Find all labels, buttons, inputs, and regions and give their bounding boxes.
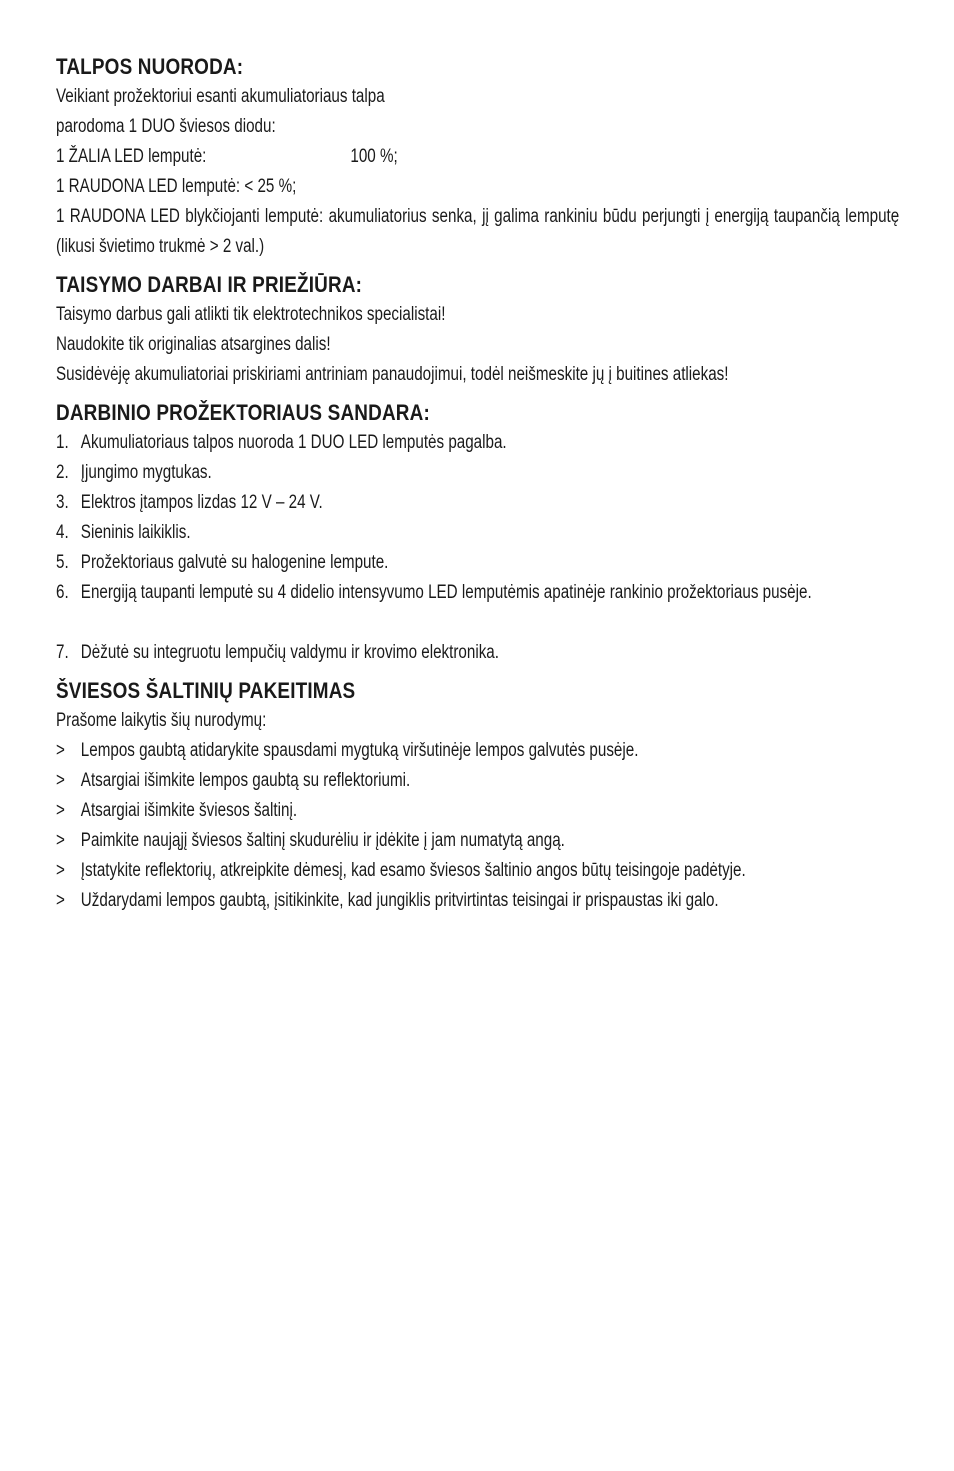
list-item — [56, 886, 899, 916]
step-text: Lempos gaubtą atidarykite spausdami mygtuką viršutinėje lempos galvutės pusėje. — [80, 740, 639, 761]
list-item-text: Prožektoriaus galvutė su halogenine lempute. — [80, 552, 389, 573]
blinking-red-led-paragraph: 1 RAUDONA LED blykčiojanti lemputė: akumuliatorius senka, jį galima rankiniu būdu perjungti į energiją taupančią lemputę (likusi švietimo trukmė > 2 val.) — [56, 206, 900, 257]
list-item-text: Elektros įtampos lizdas 12 V – 24 V. — [80, 492, 323, 513]
replacement-intro: Prašome laikytis šių nurodymų: — [56, 710, 267, 731]
structure-list — [56, 428, 899, 668]
list-number: 4. — [56, 522, 69, 543]
document-page — [56, 52, 899, 916]
structure-section — [56, 398, 899, 668]
step-text: Įstatykite reflektorių, atkreipkite dėmesį, kad esamo šviesos šaltinio angos būtų teisingoje padėtyje. — [80, 860, 746, 881]
list-item-text: Energiją taupanti lemputė su 4 didelio intensyvumo LED lemputėmis apatinėje rankinio prožektoriaus pusėje. — [80, 582, 812, 603]
list-item — [56, 548, 899, 578]
maintenance-heading: TAISYMO DARBAI IR PRIEŽIŪRA: — [56, 272, 363, 297]
maintenance-line: Susidėvėję akumuliatoriai priskiriami antriniam panaudojimui, todėl neišmeskite jų į buitines atliekas! — [56, 364, 729, 385]
list-item-text: Įjungimo mygtukas. — [80, 462, 212, 483]
list-item — [56, 796, 899, 826]
list-item-text: Sieninis laikiklis. — [80, 522, 191, 543]
battery-intro-line-1: Veikiant prožektoriui esanti akumuliatoriaus talpa — [56, 86, 385, 107]
replacement-section — [56, 676, 899, 916]
maintenance-line: Naudokite tik originalias atsargines dalis! — [56, 334, 331, 355]
list-item — [56, 638, 899, 668]
list-item — [56, 578, 899, 638]
blink-paragraph-wrap — [56, 202, 899, 262]
list-item — [56, 428, 899, 458]
battery-indicator-section — [56, 52, 899, 262]
green-led-line — [56, 142, 730, 172]
battery-indicator-heading: TALPOS NUORODA: — [56, 54, 244, 79]
structure-heading: DARBINIO PROŽEKTORIAUS SANDARA: — [56, 400, 430, 425]
list-number: 5. — [56, 552, 69, 573]
maintenance-section — [56, 270, 899, 390]
step-marker: > — [56, 830, 65, 851]
list-item — [56, 826, 899, 856]
step-text: Atsargiai išimkite lempos gaubtą su reflektoriumi. — [80, 770, 411, 791]
list-number: 6. — [56, 582, 69, 603]
red-led-line: 1 RAUDONA LED lemputė: < 25 %; — [56, 176, 297, 197]
list-number: 1. — [56, 432, 69, 453]
list-item — [56, 766, 899, 796]
green-led-label: 1 ŽALIA LED lemputė: — [56, 146, 207, 167]
list-item-text: Dėžutė su integruotu lempučių valdymu ir krovimo elektronika. — [80, 642, 499, 663]
list-item — [56, 736, 899, 766]
list-item — [56, 518, 899, 548]
step-marker: > — [56, 860, 65, 881]
replacement-heading: ŠVIESOS ŠALTINIŲ PAKEITIMAS — [56, 678, 356, 703]
step-text: Uždarydami lempos gaubtą, įsitikinkite, kad jungiklis pritvirtintas teisingai ir prispaustas iki galo. — [80, 890, 719, 911]
replacement-steps-list — [56, 736, 899, 916]
list-number: 7. — [56, 642, 69, 663]
list-item-text: Akumuliatoriaus talpos nuoroda 1 DUO LED lemputės pagalba. — [80, 432, 507, 453]
list-number: 3. — [56, 492, 69, 513]
step-marker: > — [56, 890, 65, 911]
step-marker: > — [56, 770, 65, 791]
green-led-value: 100 %; — [350, 146, 398, 167]
step-text: Paimkite naująjį šviesos šaltinį skudurėliu ir įdėkite į jam numatytą angą. — [80, 830, 565, 851]
battery-intro-line-2: parodoma 1 DUO šviesos diodu: — [56, 116, 276, 137]
list-number: 2. — [56, 462, 69, 483]
step-marker: > — [56, 800, 65, 821]
list-item — [56, 488, 899, 518]
step-marker: > — [56, 740, 65, 761]
step-text: Atsargiai išimkite šviesos šaltinį. — [80, 800, 298, 821]
list-item — [56, 856, 899, 886]
maintenance-line: Taisymo darbus gali atlikti tik elektrotechnikos specialistai! — [56, 304, 446, 325]
list-item — [56, 458, 899, 488]
